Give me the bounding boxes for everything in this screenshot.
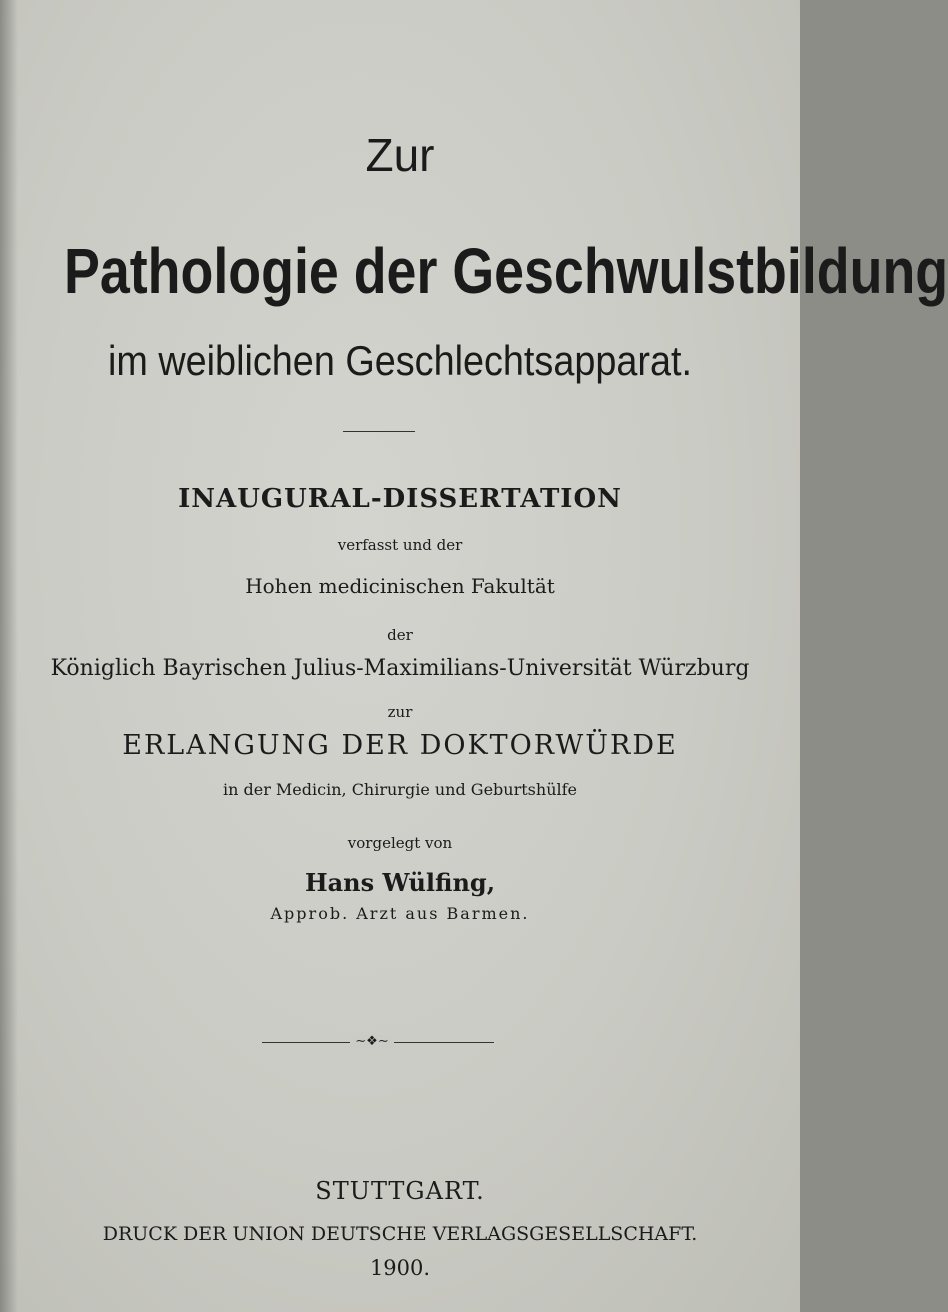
university-name: Königlich Bayrischen Julius-Maximilians-Universität Würzburg	[50, 656, 750, 681]
der-text: der	[387, 626, 413, 644]
fields-of-study: in der Medicin, Chirurgie und Geburtshülfe	[222, 780, 578, 799]
divider-rule	[343, 431, 415, 432]
author-credentials: Approb. Arzt aus Barmen.	[270, 904, 530, 923]
dissertation-type: INAUGURAL-DISSERTATION	[178, 484, 622, 514]
presented-by-text: vorgelegt von	[347, 834, 453, 852]
main-title: Pathologie der Geschwulstbildung	[64, 235, 948, 307]
imprint-publisher: DRUCK DER UNION DEUTSCHE VERLAGSGESELLSCHAFT.	[102, 1223, 698, 1245]
subtitle: im weiblichen Geschlechtsapparat.	[107, 337, 693, 384]
verfasst-text: verfasst und der	[337, 536, 463, 554]
faculty-name: Hohen medicinischen Fakultät	[245, 574, 555, 598]
imprint-year: 1900.	[369, 1256, 431, 1280]
ornament-icon: ∼❖∼	[350, 1035, 394, 1049]
imprint-city: STUTTGART.	[315, 1177, 485, 1205]
title-prefix: Zur	[365, 129, 435, 181]
author-name: Hans Wülfing,	[304, 868, 496, 897]
zur-text: zur	[387, 703, 413, 721]
degree-purpose: ERLANGUNG DER DOKTORWÜRDE	[122, 730, 678, 761]
